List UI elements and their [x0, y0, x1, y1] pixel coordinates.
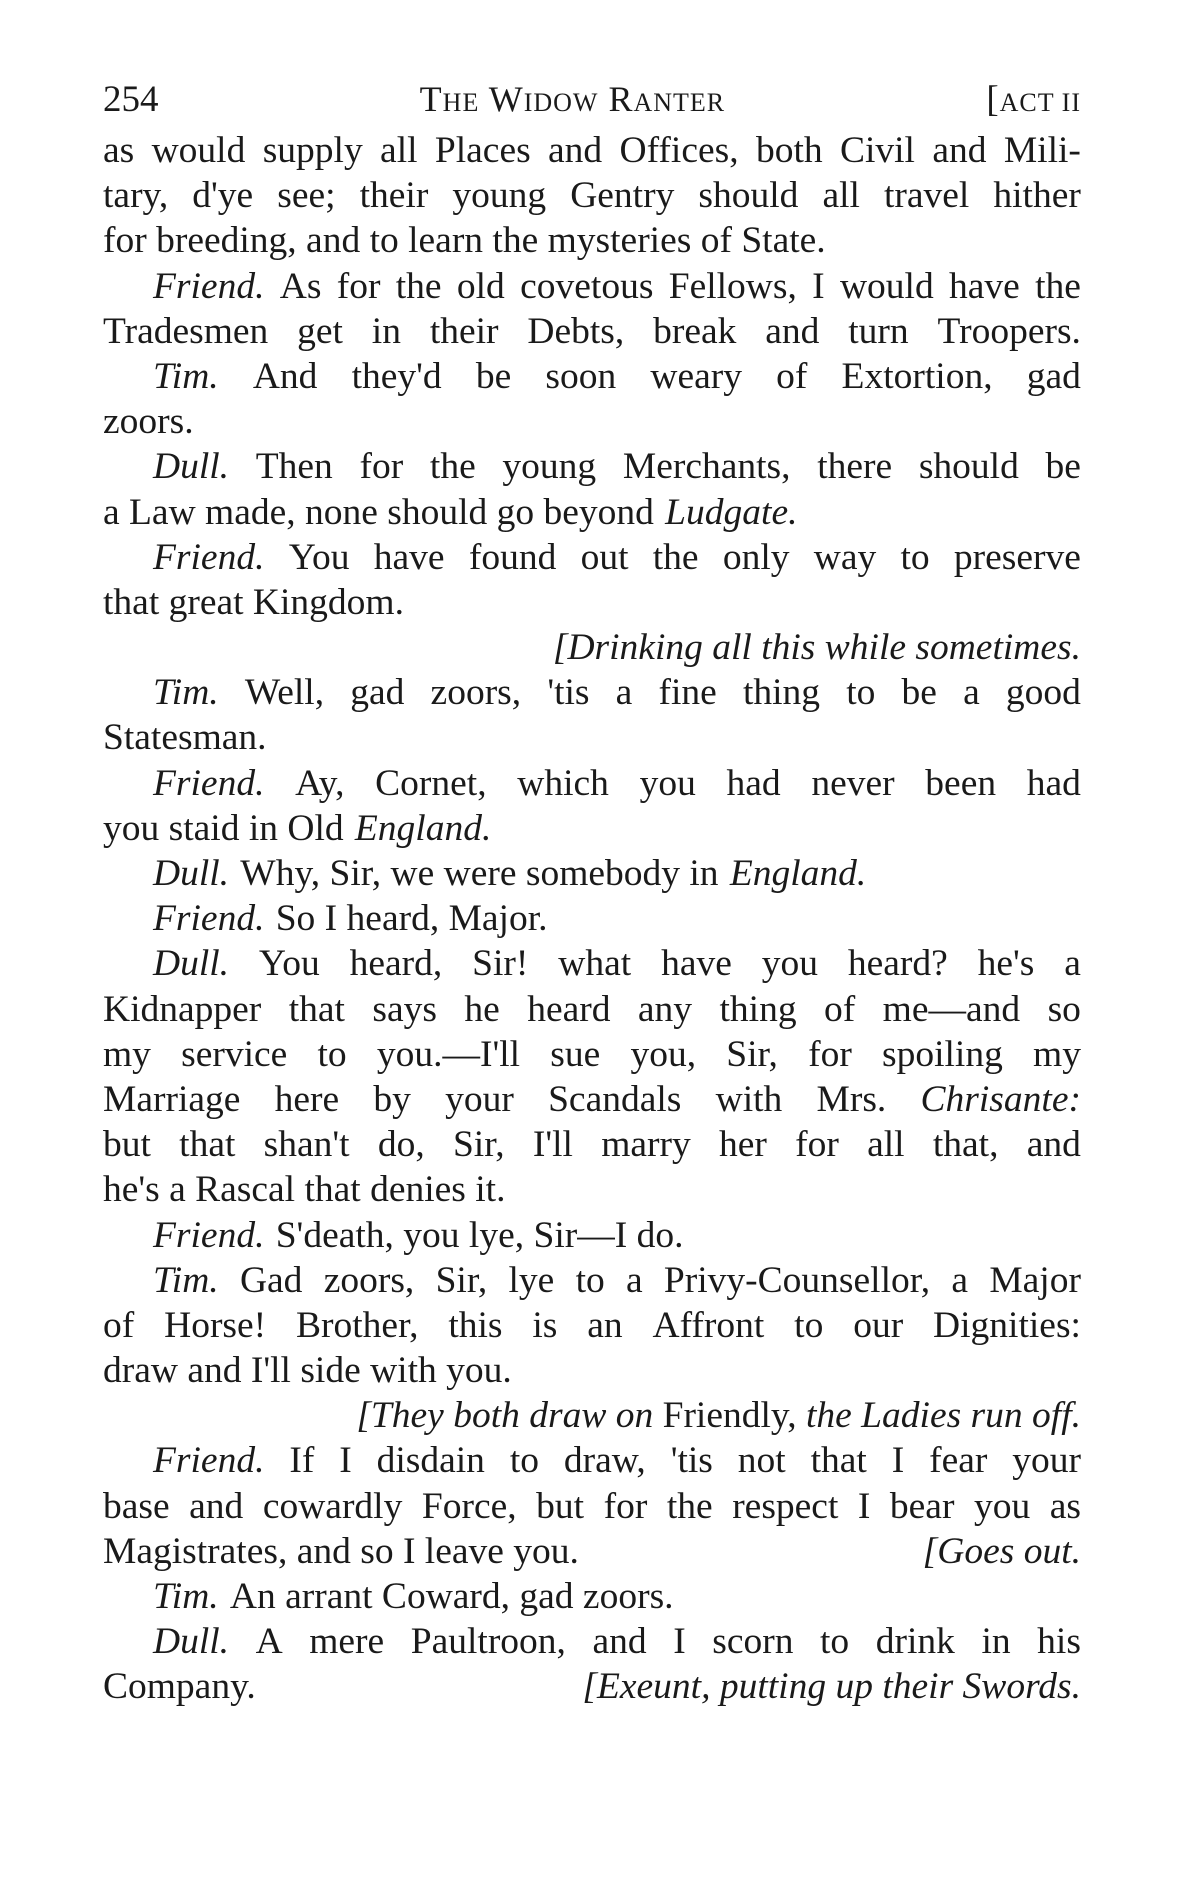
- word: marry: [601, 1124, 691, 1166]
- word: Well,: [244, 672, 325, 714]
- word: should: [698, 175, 799, 217]
- speaker-name: Tim.: [153, 1259, 219, 1301]
- word: Brother,: [296, 1304, 419, 1346]
- word: and: [189, 1485, 244, 1527]
- word: out: [580, 536, 629, 578]
- speech-line: [103, 354, 1081, 399]
- word: I: [812, 265, 825, 307]
- word: young: [452, 175, 547, 217]
- word: I: [891, 1440, 905, 1482]
- word: You: [258, 943, 320, 985]
- word: me—and: [882, 988, 1021, 1030]
- word: would: [151, 130, 246, 171]
- place-name: England.: [729, 853, 867, 894]
- stage-direction: [Exeunt, putting up their Swords.: [582, 1666, 1081, 1708]
- word: sue: [550, 1033, 601, 1075]
- word: a: [963, 672, 980, 714]
- speech-line: [103, 264, 1081, 309]
- stage-direction: [Goes out.: [922, 1530, 1081, 1572]
- word: with: [715, 1078, 783, 1120]
- word: and: [592, 1621, 647, 1663]
- word: both: [755, 130, 823, 171]
- word: As: [279, 265, 322, 307]
- text-line: [103, 1032, 1081, 1077]
- word: of: [824, 988, 856, 1030]
- word: our: [853, 1304, 904, 1346]
- word: heard,: [349, 943, 443, 985]
- word: her: [718, 1124, 767, 1166]
- word: drink: [875, 1621, 955, 1663]
- word: bear: [889, 1485, 955, 1527]
- word: of: [103, 1304, 135, 1346]
- word: be: [901, 672, 937, 714]
- word: for: [603, 1485, 648, 1527]
- speech-line: [103, 1619, 1081, 1664]
- word: says: [372, 988, 437, 1030]
- word: to: [509, 1440, 539, 1482]
- word: gad: [1026, 355, 1081, 397]
- word: but: [103, 1124, 151, 1166]
- word: have: [949, 265, 1020, 307]
- speech-line: [103, 670, 1081, 715]
- running-header: [103, 70, 1081, 128]
- word: spoiling: [882, 1033, 1003, 1075]
- word: Offices,: [619, 130, 739, 171]
- speech-line: [103, 761, 1081, 806]
- word: to: [846, 672, 876, 714]
- speaker-name: Friend.: [153, 265, 265, 307]
- word: fine: [658, 672, 717, 714]
- word: be: [475, 355, 512, 397]
- word: travel: [883, 175, 970, 217]
- speech-line: [103, 1258, 1081, 1303]
- word: the: [652, 536, 699, 578]
- word: they'd: [351, 355, 442, 397]
- word: to: [820, 1621, 850, 1663]
- speaker-name: Dull.: [153, 943, 230, 985]
- word: and: [548, 130, 603, 171]
- word: Places: [434, 130, 531, 171]
- speaker-name: Tim.: [153, 672, 219, 714]
- speaker-name: Dull.: [153, 1621, 230, 1663]
- speaker-name: Dull.: [153, 446, 230, 488]
- word: Sir!: [472, 943, 529, 985]
- word: as: [1049, 1485, 1081, 1527]
- word: in: [981, 1621, 1011, 1663]
- word: any: [637, 988, 693, 1030]
- word: covetous: [520, 265, 654, 307]
- word: and: [1026, 1124, 1081, 1166]
- word: you: [973, 1485, 1031, 1527]
- word: as: [103, 130, 135, 171]
- word: A: [255, 1621, 283, 1663]
- stage-direction: [Drinking all this while sometimes.: [552, 627, 1081, 669]
- speaker-name: Friend.: [153, 762, 265, 804]
- word: a: [626, 1259, 643, 1301]
- word: lye: [508, 1259, 555, 1301]
- word: Affront: [652, 1304, 765, 1346]
- word: Then: [255, 446, 333, 488]
- word: I: [673, 1621, 686, 1663]
- word: If: [289, 1440, 315, 1482]
- word: his: [1037, 1621, 1081, 1663]
- word: to: [794, 1304, 824, 1346]
- word: that: [288, 988, 345, 1030]
- word: zoors,: [323, 1259, 415, 1301]
- word: Major: [989, 1259, 1081, 1301]
- word: Cornet,: [375, 762, 487, 804]
- word: and: [765, 310, 820, 352]
- word: the: [1035, 265, 1081, 307]
- word: have: [373, 536, 445, 578]
- text-line: [103, 128, 1081, 173]
- speaker-name: Tim.: [153, 1576, 219, 1617]
- place-name: Ludgate.: [665, 491, 798, 533]
- word: d'ye: [192, 175, 254, 217]
- speech-line: [103, 941, 1081, 986]
- stage-direction: [They both draw on Friendly, the Ladies run off.: [103, 1393, 1081, 1438]
- text-line: that great Kingdom.: [103, 581, 404, 623]
- word: you: [761, 943, 818, 985]
- word: weary: [650, 355, 742, 397]
- text-line: Magistrates, and so I leave you. [Goes out.: [103, 1529, 1081, 1574]
- word: Horse!: [164, 1304, 267, 1346]
- word: I: [339, 1440, 352, 1482]
- text-line: [103, 987, 1081, 1032]
- word: Sir,: [435, 1259, 488, 1301]
- word: tary,: [103, 175, 169, 217]
- speech-line: Friend. S'death, you lye, Sir—I do.: [103, 1213, 1081, 1258]
- word: had: [726, 762, 781, 804]
- word: mere: [309, 1621, 385, 1663]
- word: Mrs.: [816, 1078, 887, 1120]
- place-name: England.: [354, 807, 492, 849]
- word: get: [297, 310, 343, 352]
- word: do,: [377, 1124, 425, 1166]
- word: for: [795, 1124, 839, 1166]
- word: never: [811, 762, 895, 804]
- word: only: [722, 536, 790, 578]
- word: so: [1047, 988, 1081, 1030]
- running-title: THE WIDOW RANTER: [419, 79, 726, 119]
- speech-line: [103, 1438, 1081, 1483]
- word: a: [615, 672, 633, 714]
- word: Kidnapper: [103, 988, 262, 1030]
- speech-line: [103, 444, 1081, 489]
- word: for breeding, and to learn the mysteries of State.: [103, 220, 826, 262]
- word: cowardly: [262, 1485, 403, 1527]
- word: hither: [993, 175, 1081, 217]
- word: that: [179, 1124, 236, 1166]
- text-line: he's a Rascal that denies it.: [103, 1169, 506, 1211]
- word: would: [839, 265, 934, 307]
- text-line: Statesman.: [103, 717, 267, 759]
- word: I: [857, 1485, 871, 1527]
- speaker-name: Friend.: [153, 898, 265, 940]
- word: a: [951, 1259, 969, 1301]
- text-line: [103, 173, 1081, 218]
- word: draw,: [563, 1440, 646, 1482]
- word: soon: [545, 355, 617, 397]
- word: the: [666, 1485, 713, 1527]
- word: thing: [719, 988, 797, 1030]
- word: your: [1012, 1440, 1081, 1482]
- word: the: [395, 265, 442, 307]
- text-line: draw and I'll side with you.: [103, 1350, 512, 1392]
- word: thing: [742, 672, 821, 714]
- text-line: a Law made, none should go beyond Ludgate.: [103, 490, 1081, 535]
- word: gad: [350, 672, 405, 714]
- word: Sir,: [452, 1124, 505, 1166]
- word: should: [918, 446, 1019, 488]
- word: zoors,: [430, 672, 522, 714]
- word: shan't: [263, 1124, 350, 1166]
- word: respect: [732, 1485, 839, 1527]
- word: he: [464, 988, 500, 1030]
- text-line: [103, 1303, 1081, 1348]
- text-line: [103, 1122, 1081, 1167]
- word: my: [103, 1033, 151, 1075]
- word: Dignities:: [933, 1304, 1081, 1346]
- word: Debts,: [527, 310, 625, 352]
- word: all: [867, 1124, 905, 1166]
- text-line: you staid in Old England.: [103, 806, 1081, 851]
- word: an: [587, 1304, 623, 1346]
- word: service: [181, 1033, 288, 1075]
- word: Gentry: [570, 175, 675, 217]
- speech-line: [103, 535, 1081, 580]
- word: for: [808, 1033, 852, 1075]
- word: for: [359, 446, 404, 488]
- word: been: [925, 762, 997, 804]
- word: which: [517, 762, 609, 804]
- word: be: [1045, 446, 1081, 488]
- word: to: [900, 536, 930, 578]
- word: but: [536, 1485, 585, 1527]
- speech-line: Dull. Why, Sir, we were somebody in England.: [103, 851, 1081, 896]
- word: he's: [977, 943, 1035, 985]
- word: all: [822, 175, 860, 217]
- word: I'll: [532, 1124, 573, 1166]
- word: have: [661, 943, 732, 985]
- word: base: [103, 1485, 170, 1527]
- word: that: [810, 1440, 867, 1482]
- word: You: [288, 536, 350, 578]
- word: turn: [848, 310, 909, 352]
- text-line: [103, 1484, 1081, 1529]
- text-line: [103, 218, 1081, 263]
- act-marker: [ACT II: [986, 79, 1081, 120]
- word: for: [336, 265, 381, 307]
- word: Fellows,: [668, 265, 797, 307]
- speaker-name: Friend.: [153, 1440, 265, 1482]
- word: see;: [277, 175, 336, 217]
- word: their: [359, 175, 429, 217]
- book-page: [103, 70, 1081, 1710]
- text-line: Company. [Exeunt, putting up their Swords.: [103, 1664, 1081, 1709]
- speaker-name: Dull.: [153, 853, 230, 894]
- word: in: [371, 310, 401, 352]
- word: not: [737, 1440, 786, 1482]
- word: you,: [630, 1033, 697, 1075]
- word: you: [639, 762, 696, 804]
- word: of: [776, 355, 808, 397]
- word: heard: [527, 988, 611, 1030]
- character-name: Chrisante:: [920, 1078, 1081, 1120]
- word: to: [575, 1259, 605, 1301]
- word: all: [380, 130, 418, 171]
- word: break: [653, 310, 737, 352]
- word: old: [456, 265, 505, 307]
- word: supply: [262, 130, 363, 171]
- word: heard?: [847, 943, 948, 985]
- word: here: [274, 1078, 340, 1120]
- word: Scandals: [548, 1078, 682, 1120]
- word: disdain: [376, 1440, 485, 1482]
- word: 'tis: [670, 1440, 713, 1482]
- page-number: 254: [103, 79, 159, 120]
- word: and: [932, 130, 987, 171]
- word: scorn: [712, 1621, 794, 1663]
- word: to: [317, 1033, 347, 1075]
- word: Gad: [239, 1259, 303, 1301]
- speech-line: Friend. So I heard, Major.: [103, 896, 1081, 941]
- word: this: [448, 1304, 503, 1346]
- word: a: [1064, 943, 1081, 985]
- word: Troopers.: [937, 310, 1081, 352]
- text-line: [103, 1077, 1081, 1122]
- word: Sir,: [726, 1033, 778, 1075]
- word: Mili-: [1003, 130, 1081, 171]
- word: their: [429, 310, 499, 352]
- word: the: [429, 446, 476, 488]
- word: Civil: [839, 130, 915, 171]
- text-line: [103, 309, 1081, 354]
- text-line: zoors.: [103, 401, 194, 443]
- word: young: [502, 446, 597, 488]
- word: way: [813, 536, 877, 578]
- speech-line: Tim. An arrant Coward, gad zoors.: [103, 1574, 1081, 1619]
- word: fear: [929, 1440, 988, 1482]
- character-name: Friendly,: [662, 1395, 797, 1437]
- word: Merchants,: [622, 446, 791, 488]
- word: your: [445, 1078, 514, 1120]
- word: that,: [932, 1124, 999, 1166]
- word: Ay,: [295, 762, 345, 804]
- word: Force,: [421, 1485, 517, 1527]
- word: my: [1033, 1033, 1081, 1075]
- word: Marriage: [103, 1078, 241, 1120]
- speaker-name: Friend.: [153, 536, 265, 578]
- speaker-name: Friend.: [153, 1214, 265, 1256]
- word: Tradesmen: [103, 310, 269, 352]
- word: by: [373, 1078, 411, 1120]
- word: what: [558, 943, 632, 985]
- word: Privy-Counsellor,: [663, 1259, 931, 1301]
- word: found: [468, 536, 557, 578]
- word: And: [252, 355, 318, 397]
- word: preserve: [953, 536, 1081, 578]
- word: Paultroon,: [410, 1621, 566, 1663]
- speaker-name: Tim.: [153, 355, 219, 397]
- word: 'tis: [547, 672, 590, 714]
- word: you.—I'll: [376, 1033, 521, 1075]
- word: had: [1026, 762, 1081, 804]
- word: Extortion,: [841, 355, 993, 397]
- word: there: [817, 446, 893, 488]
- word: good: [1005, 672, 1081, 714]
- word: is: [532, 1304, 558, 1346]
